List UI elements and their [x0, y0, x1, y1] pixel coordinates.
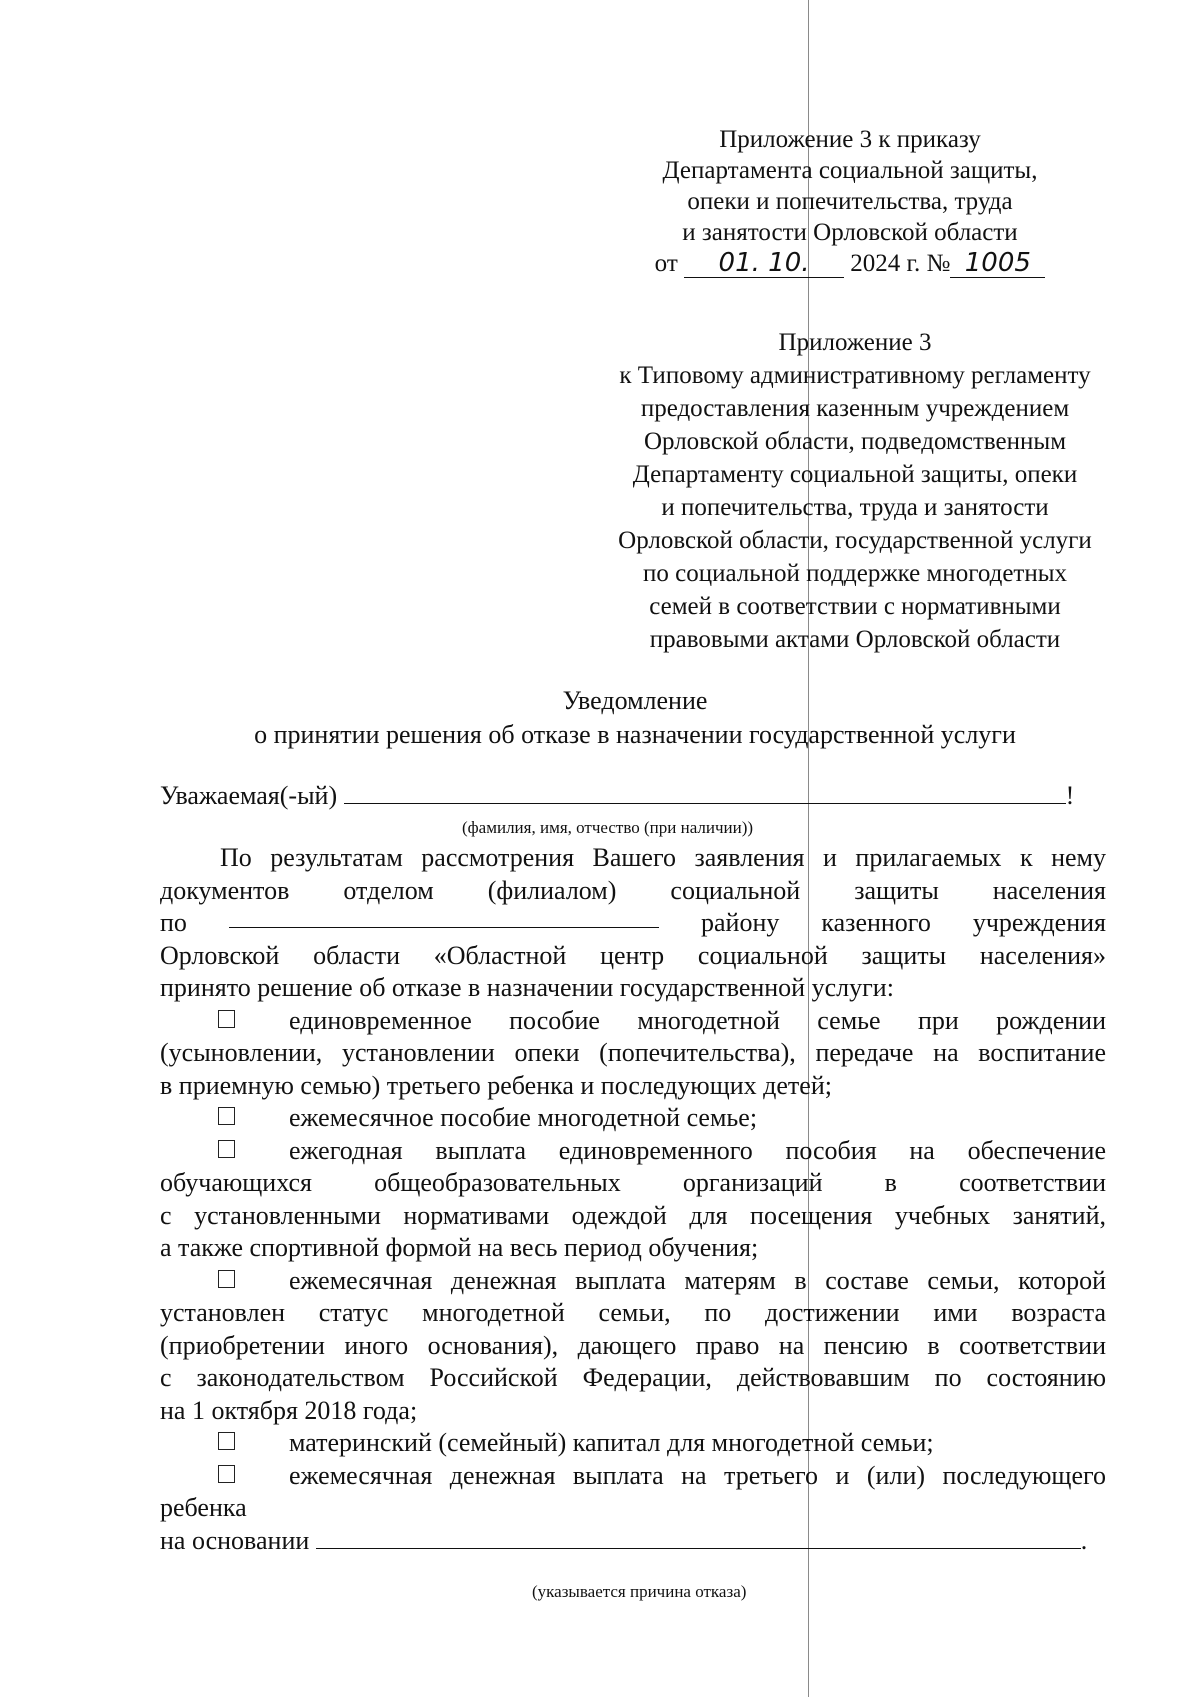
option-text: (приобретении иного основания), дающего право на пенсию в соответствии [160, 1330, 1106, 1360]
annex-line: к Типовому административному регламенту [619, 362, 1091, 389]
checkbox[interactable] [218, 1270, 235, 1288]
option-first-line [160, 1102, 1106, 1135]
district-field[interactable] [229, 907, 659, 928]
option-line [160, 1330, 1106, 1363]
reason-line [160, 1525, 1106, 1558]
word: защиты [854, 875, 939, 905]
period-mark: . [1080, 1525, 1088, 1555]
option-text: установлен статус многодетной семьи, по достижении ими возраста [160, 1298, 1106, 1327]
option-line [160, 1297, 1106, 1330]
word: отделом [343, 875, 434, 905]
word: (филиалом) [487, 875, 617, 905]
option-text: с законодательством Российской Федерации, действовавшим по состоянию [160, 1363, 1106, 1392]
option-text: материнский (семейный) капитал для многодетной семьи; [289, 1428, 934, 1457]
word: казенного [821, 908, 931, 937]
option-text: ежегодная выплата единовременного пособия на обеспечение [289, 1135, 1106, 1165]
checkbox[interactable] [218, 1140, 235, 1158]
order-attachment-block [600, 124, 1100, 279]
document-subtitle: о принятии решения об отказе в назначении государственной услуги [254, 720, 1016, 749]
checkbox[interactable] [218, 1465, 235, 1483]
handwritten-date: 01. 10. [684, 249, 844, 278]
reason-caption: (указывается причина отказа) [532, 1582, 747, 1601]
option-line [160, 1362, 1106, 1395]
option-monthly-allowance [160, 1102, 1106, 1135]
document-title: Уведомление [562, 686, 708, 715]
annex-line: Департаменту социальной защиты, опеки [632, 461, 1078, 488]
annex-line: правовыми актами Орловской области [649, 626, 1061, 653]
year-and-number-label: 2024 г. № [850, 250, 951, 277]
annex-line: предоставления казенным учреждением [640, 395, 1070, 422]
word: по [160, 908, 187, 937]
addressee-name-field[interactable] [344, 783, 1066, 804]
exclamation-mark: ! [1065, 781, 1075, 810]
option-first-line [160, 1005, 1106, 1038]
annex-block [550, 326, 1160, 656]
paragraph-line: принято решение об отказе в назначении государственной услуги: [160, 973, 894, 1002]
option-lump-sum-birth-allowance [160, 1005, 1106, 1103]
word: населения [992, 875, 1106, 905]
checkbox[interactable] [218, 1432, 235, 1450]
option-text: (усыновлении, установлении опеки (попечительства), передаче на воспитание [160, 1038, 1106, 1067]
option-first-line [160, 1427, 1106, 1460]
handwritten-order-number: 1005 [950, 249, 1045, 278]
option-third-child-payment [160, 1460, 1106, 1525]
option-text: ежемесячная денежная выплата на третьего и (или) последующего [289, 1460, 1106, 1490]
option-annual-clothing-payment [160, 1135, 1106, 1265]
order-line: и занятости Орловской области [682, 219, 1018, 246]
refusal-reason-field[interactable] [316, 1528, 1081, 1549]
option-line [160, 1200, 1106, 1233]
order-line: опеки и попечительства, труда [687, 188, 1013, 215]
paragraph-line [160, 940, 1106, 973]
paragraph-line [160, 875, 1106, 908]
option-first-line [160, 1135, 1106, 1168]
annex-line: по социальной поддержке многодетных [642, 560, 1068, 587]
option-first-line [160, 1265, 1106, 1298]
option-line [160, 1037, 1106, 1070]
option-line: в приемную семью) третьего ребенка и последующих детей; [160, 1070, 832, 1100]
addressee-caption: (фамилия, имя, отчество (при наличии)) [462, 818, 754, 837]
order-line: Приложение 3 к приказу [719, 126, 981, 153]
option-text: ежемесячная денежная выплата матерям в составе семьи, которой [289, 1265, 1106, 1295]
order-date-line [600, 248, 1100, 279]
word: социальной [670, 875, 801, 905]
order-line: Департамента социальной защиты, [662, 157, 1038, 184]
annex-line: и попечительства, труда и занятости [661, 494, 1049, 521]
paragraph-line-text: По результатам рассмотрения Вашего заявления и прилагаемых к нему [220, 843, 1106, 872]
option-mothers-monthly-payment [160, 1265, 1106, 1428]
option-first-line [160, 1460, 1106, 1493]
paragraph-line-text: Орловской области «Областной центр социальной защиты населения» [160, 940, 1106, 970]
option-line [160, 1167, 1106, 1200]
option-line: а также спортивной формой на весь период обучения; [160, 1233, 759, 1262]
option-line: ребенка [160, 1493, 247, 1522]
option-line: на 1 октября 2018 года; [160, 1395, 418, 1425]
annex-line: Орловской области, подведомственным [643, 428, 1067, 455]
option-family-capital [160, 1427, 1106, 1460]
option-text: с установленными нормативами одеждой для посещения учебных занятий, [160, 1200, 1106, 1230]
annex-line: семей в соответствии с нормативными [649, 593, 1061, 620]
word: району [700, 908, 780, 937]
decision-paragraph [160, 842, 1106, 1557]
paragraph-line [160, 907, 1106, 940]
reason-prefix: на основании [160, 1525, 310, 1555]
annex-line: Приложение 3 [778, 329, 932, 356]
word: документов [160, 875, 290, 905]
option-text: обучающихся общеобразовательных организаций в соответствии [160, 1168, 1106, 1197]
checkbox[interactable] [218, 1010, 235, 1028]
word: учреждения [972, 908, 1106, 937]
paragraph-line [160, 842, 1106, 875]
date-prefix: от [654, 250, 678, 277]
option-text: ежемесячное пособие многодетной семье; [289, 1103, 758, 1132]
option-text: единовременное пособие многодетной семье при рождении [289, 1005, 1106, 1035]
addressee-line [160, 781, 1110, 811]
checkbox[interactable] [218, 1107, 235, 1125]
salutation: Уважаемая(-ый) [160, 781, 338, 810]
annex-line: Орловской области, государственной услуги [618, 527, 1092, 554]
